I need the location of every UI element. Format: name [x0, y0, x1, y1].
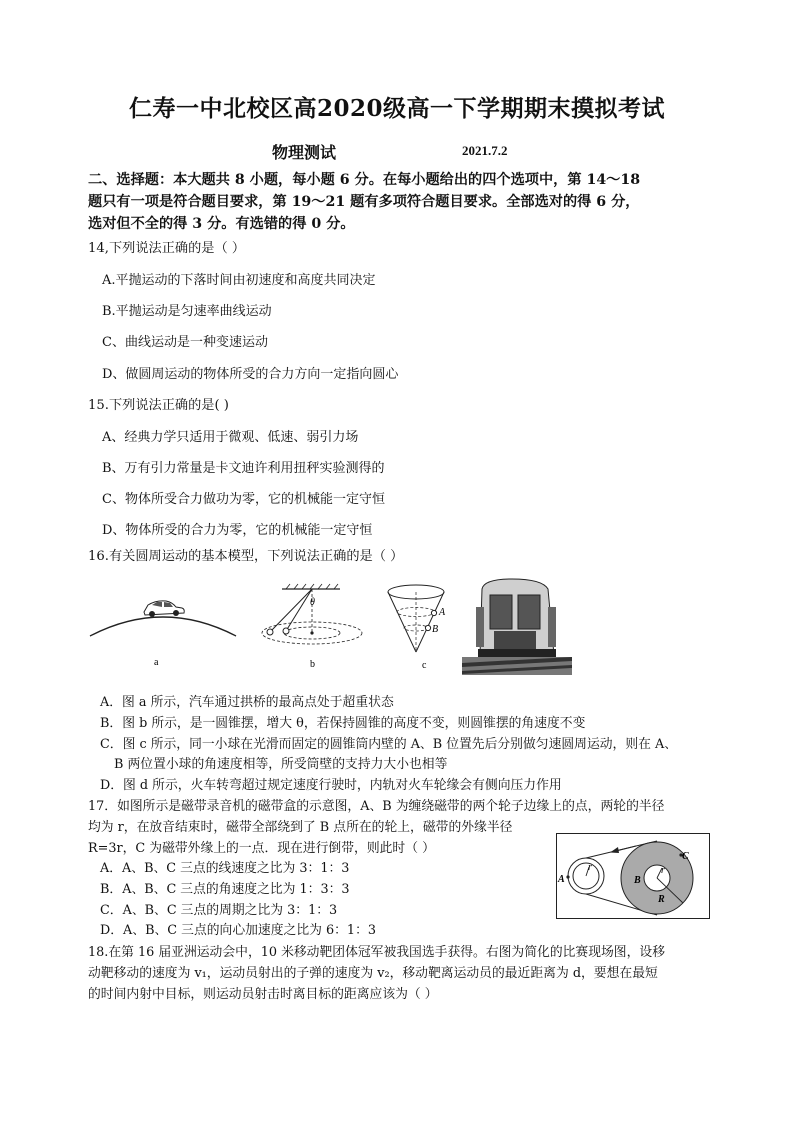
- cassette-point-c: C: [682, 851, 689, 862]
- section-instruction-line-3: 选对但不全的得 3 分。有选错的得 0 分。: [88, 216, 355, 232]
- figure-c-point-a: A: [439, 607, 446, 618]
- section-instruction-line-2: 题只有一项是符合题目要求，第 19～21 题有多项符合题目要求。全部选对的得 6 分，: [88, 194, 640, 210]
- figure-a-arch-bridge: [88, 590, 238, 675]
- q17-option-d: D．A、B、C 三点的向心加速度之比为 6：1：3: [100, 923, 377, 938]
- exam-title: 仁寿一中北校区高2020级高一下学期期末摸拟考试: [128, 95, 665, 122]
- figure-c-point-b: B: [432, 624, 439, 635]
- q16-option-d: D．图 d 所示，火车转弯超过规定速度行驶时，内轨对火车轮缘会有侧向压力作用: [100, 778, 562, 793]
- cassette-radius-r-left: r: [588, 862, 592, 873]
- q16-option-c-continued: B 两位置小球的角速度相等，所受筒壁的支持力大小也相等: [114, 757, 448, 772]
- q17-stem-line-2: 均为 r，在放音结束时，磁带全部绕到了 B 点所在的轮上，磁带的外缘半径: [88, 820, 513, 835]
- q15-option-b: B、万有引力常量是卡文迪许利用扭秤实验测得的: [102, 461, 385, 476]
- figure-b-conical-pendulum: [262, 583, 382, 678]
- q17-option-b: B．A、B、C 三点的角速度之比为 1：3：3: [100, 882, 350, 897]
- cassette-point-a: A: [558, 874, 565, 885]
- figure-tape-cassette: [556, 833, 710, 919]
- q18-line-1: 18.在第 16 届亚洲运动会中，10 米移动靶团体冠军被我国选手获得。右图为简化的比赛现场图，设移: [88, 945, 665, 960]
- q14-stem: 14,下列说法正确的是（ ）: [88, 241, 246, 256]
- q14-option-d: D、做圆周运动的物体所受的合力方向一定指向圆心: [102, 367, 399, 382]
- q18-line-3: 的时间内射中目标，则运动员射击时离目标的距离应该为（ ）: [88, 987, 438, 1002]
- figure-b-label: b: [310, 659, 315, 670]
- cassette-radius-big-r: R: [658, 894, 665, 905]
- car-icon: [144, 601, 184, 617]
- exam-date: 2021.7.2: [462, 143, 508, 158]
- q16-stem: 16.有关圆周运动的基本模型，下列说法正确的是（ ）: [88, 549, 404, 564]
- figure-a-label: a: [154, 657, 159, 668]
- cassette-radius-r-right: r: [661, 865, 665, 876]
- q14-option-b: B.平抛运动是匀速率曲线运动: [102, 304, 272, 319]
- q14-option-a: A.平抛运动的下落时间由初速度和高度共同决定: [102, 273, 376, 288]
- figure-b-theta-label: θ: [310, 597, 315, 608]
- q17-stem-line-1: 17．如图所示是磁带录音机的磁带盒的示意图，A、B 为缠绕磁带的两个轮子边缘上的点，两轮的半径: [88, 799, 665, 814]
- q15-option-a: A、经典力学只适用于微观、低速、弱引力场: [102, 430, 359, 445]
- figure-d-train-image: [462, 577, 572, 675]
- figure-c-label: c: [422, 660, 427, 671]
- q17-option-a: A．A、B、C 三点的线速度之比为 3：1：3: [100, 861, 350, 876]
- q15-option-d: D、物体所受的合力为零，它的机械能一定守恒: [102, 523, 373, 538]
- q17-stem-line-3: R=3r，C 为磁带外缘上的一点．现在进行倒带，则此时（ ）: [88, 841, 435, 856]
- exam-subject: 物理测试: [272, 143, 337, 162]
- q17-option-c: C．A、B、C 三点的周期之比为 3：1：3: [100, 903, 338, 918]
- q16-option-a: A．图 a 所示，汽车通过拱桥的最高点处于超重状态: [100, 695, 394, 710]
- figure-c-cone: [386, 582, 466, 677]
- q16-option-c: C．图 c 所示，同一小球在光滑而固定的圆锥筒内壁的 A、B 位置先后分别做匀速圆周运动，则在 A、: [100, 737, 678, 752]
- cassette-point-b: B: [634, 875, 641, 886]
- q14-option-c: C、曲线运动是一种变速运动: [102, 335, 268, 350]
- q18-line-2: 动靶移动的速度为 v₁，运动员射出的子弹的速度为 v₂，移动靶离运动员的最近距离为 d，要想在最短: [88, 966, 658, 981]
- q16-option-b: B．图 b 所示，是一圆锥摆，增大 θ，若保持圆锥的高度不变，则圆锥摆的角速度不变: [100, 716, 586, 731]
- section-instruction-line-1: 二、选择题：本大题共 8 小题，每小题 6 分。在每小题给出的四个选项中，第 14～18: [88, 172, 641, 188]
- q15-option-c: C、物体所受合力做功为零，它的机械能一定守恒: [102, 492, 385, 507]
- q15-stem: 15.下列说法正确的是( ): [88, 398, 229, 413]
